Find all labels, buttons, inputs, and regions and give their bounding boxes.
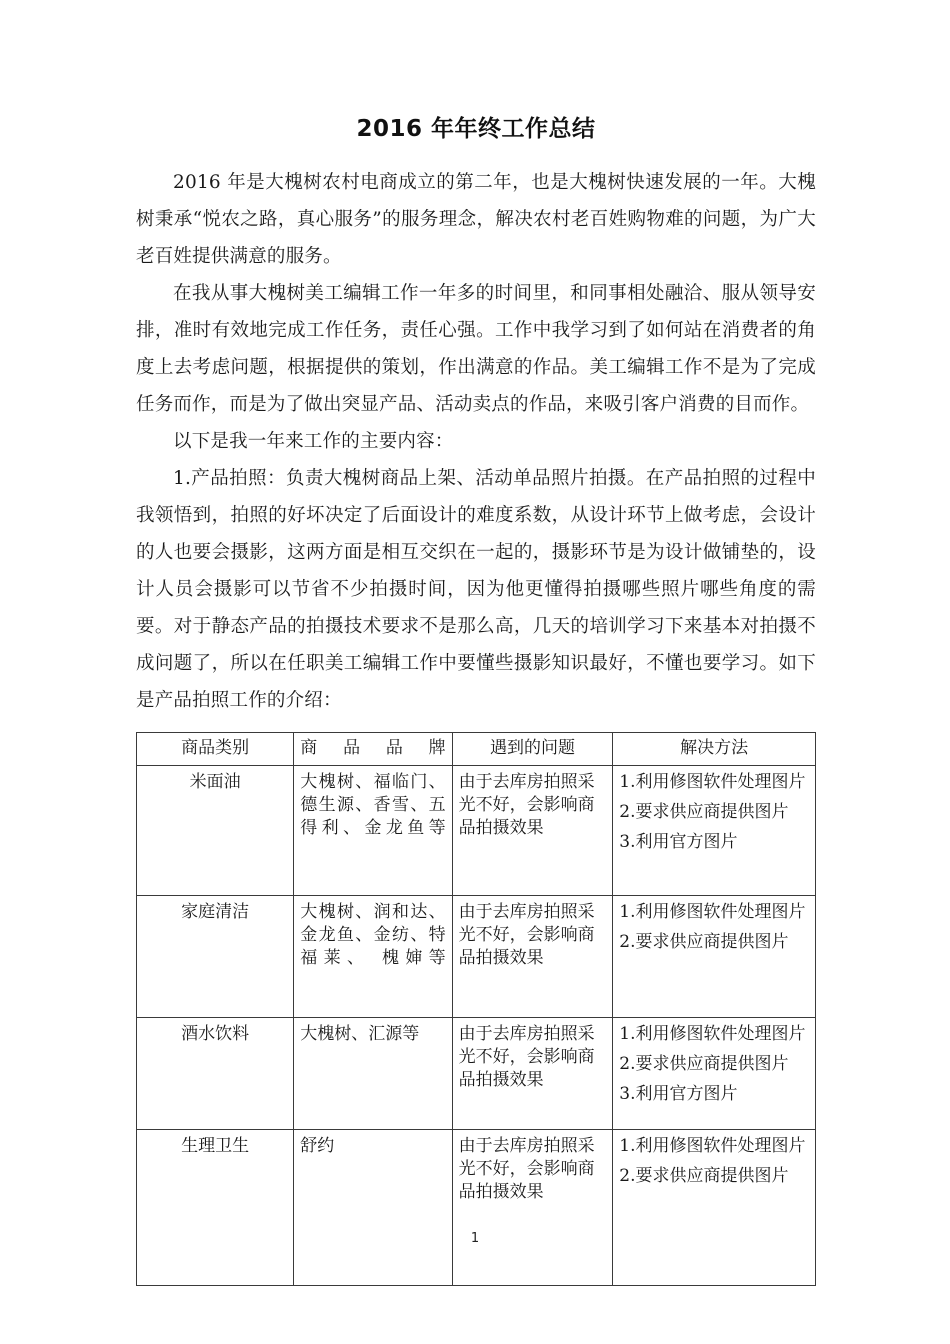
cell-brand <box>294 896 452 1018</box>
solution-item: 2.要求供应商提供图片 <box>619 1054 789 1074</box>
solution-item: 2.要求供应商提供图片 <box>619 932 789 952</box>
cell-solution <box>613 896 816 1018</box>
cell-category: 酒水饮料 <box>137 1018 294 1130</box>
cell-problem-text: 由于去库房拍照采光不好，会影响商品拍摄效果 <box>458 902 595 968</box>
cell-brand <box>294 1018 452 1130</box>
solution-item: 2.要求供应商提供图片 <box>619 1166 789 1186</box>
cell-problem <box>452 1130 613 1286</box>
solution-item: 2.要求供应商提供图片 <box>619 802 789 822</box>
cell-brand-text: 大槐树、福临门、德生源、香雪、五得利、金龙鱼等 <box>300 772 446 838</box>
column-header-solution: 解决方法 <box>613 733 816 766</box>
table-row <box>137 1130 816 1286</box>
table-row <box>137 896 816 1018</box>
cell-problem-text: 由于去库房拍照采光不好，会影响商品拍摄效果 <box>458 1136 595 1202</box>
cell-problem <box>452 896 613 1018</box>
cell-problem <box>452 1018 613 1130</box>
table-body <box>137 766 816 1286</box>
solution-item: 1.利用修图软件处理图片 <box>619 1024 806 1044</box>
product-photo-table <box>136 732 816 1286</box>
solution-item: 1.利用修图软件处理图片 <box>619 1136 806 1156</box>
table-row <box>137 766 816 896</box>
solution-item: 1.利用修图软件处理图片 <box>619 902 806 922</box>
table-row <box>137 1018 816 1130</box>
cell-brand-text: 大槐树、汇源等 <box>300 1024 420 1044</box>
page-number: 1 <box>470 1231 480 1246</box>
cell-problem-text: 由于去库房拍照采光不好，会影响商品拍摄效果 <box>458 1024 595 1090</box>
solution-item: 1.利用修图软件处理图片 <box>619 772 806 792</box>
column-header-problem: 遇到的问题 <box>452 733 613 766</box>
cell-category: 家庭清洁 <box>137 896 294 1018</box>
paragraph-section-lead: 以下是我一年来工作的主要内容： <box>173 431 454 452</box>
cell-brand <box>294 766 452 896</box>
page-title: 2016 年年终工作总结 <box>356 116 596 142</box>
cell-problem-text: 由于去库房拍照采光不好，会影响商品拍摄效果 <box>458 772 595 838</box>
cell-brand-text: 舒约 <box>300 1136 335 1156</box>
paragraph-experience: 在我从事大槐树美工编辑工作一年多的时间里，和同事相处融洽、服从领导安排，准时有效地完成工作任务，责任心强。工作中我学习到了如何站在消费者的角度上去考虑问题，根据提供的策划，作出满意的作品。美工编辑工作不是为了完成任务而作，而是为了做出突显产品、活动卖点的作品，来吸引客户消费的目而作。 <box>136 283 816 415</box>
solution-item: 3.利用官方图片 <box>619 1084 738 1104</box>
table-header-row <box>137 733 816 766</box>
paragraph-product-photo: 1.产品拍照：负责大槐树商品上架、活动单品照片拍摄。在产品拍照的过程中我领悟到，拍照的好坏决定了后面设计的难度系数，从设计环节上做考虑，会设计的人也要会摄影，这两方面是相互交织在一起的，摄影环节是为设计做铺垫的，设计人员会摄影可以节省不少拍摄时间，因为他更懂得拍摄哪些照片哪些角度的需要。对于静态产品的拍摄技术要求不是那么高，几天的培训学习下来基本对拍摄不成问题了，所以在任职美工编辑工作中要懂些摄影知识最好，不懂也要学习。如下是产品拍照工作的介绍： <box>136 468 816 711</box>
table-header <box>137 733 816 766</box>
column-header-brand: 商品品牌 <box>294 733 452 766</box>
cell-solution <box>613 1018 816 1130</box>
paragraph-intro: 2016 年是大槐树农村电商成立的第二年，也是大槐树快速发展的一年。大槐树秉承“悦农之路，真心服务”的服务理念，解决农村老百姓购物难的问题，为广大老百姓提供满意的服务。 <box>136 172 816 267</box>
cell-solution <box>613 766 816 896</box>
cell-category: 生理卫生 <box>137 1130 294 1286</box>
cell-brand <box>294 1130 452 1286</box>
cell-category: 米面油 <box>137 766 294 896</box>
document-content <box>136 112 816 1286</box>
solution-item: 3.利用官方图片 <box>619 832 738 852</box>
column-header-category: 商品类别 <box>137 733 294 766</box>
cell-problem <box>452 766 613 896</box>
cell-solution <box>613 1130 816 1286</box>
cell-brand-text: 大槐树、润和达、金龙鱼、金纺、特福莱、 槐婶等 <box>300 902 446 968</box>
